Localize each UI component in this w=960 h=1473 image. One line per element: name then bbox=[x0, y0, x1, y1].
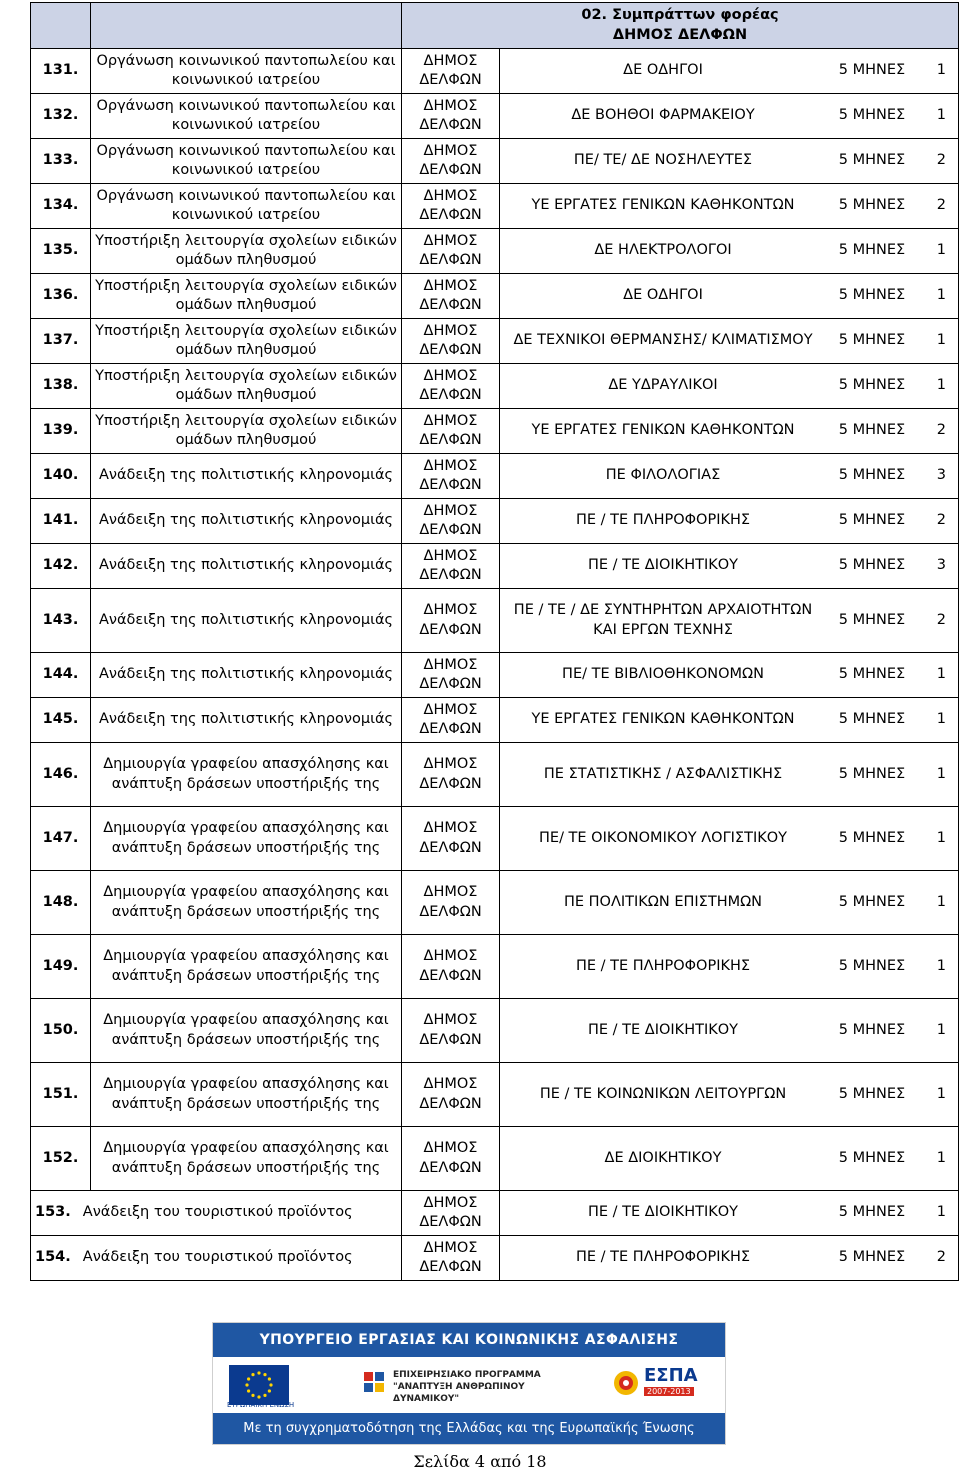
table-row bbox=[31, 274, 959, 319]
organization: ΔΗΜΟΣ ΔΕΛΦΩΝ bbox=[402, 1236, 500, 1281]
action-description: Δημιουργία γραφείου απασχόλησης και ανάπτυξη δράσεων υποστήριξής της bbox=[91, 1063, 402, 1127]
duration: 5 ΜΗΝΕΣ bbox=[838, 1249, 906, 1266]
positions-count: 2 bbox=[936, 152, 947, 169]
eu-caption: ΕΥΡΩΠΑΪΚΗ ΕΝΩΣΗ bbox=[227, 1401, 295, 1409]
positions-count: 1 bbox=[936, 1021, 947, 1038]
program-line2: "ΑΝΑΠΤΥΞΗ ΑΝΘΡΩΠΙΝΟΥ ΔΥΝΑΜΙΚΟΥ" bbox=[393, 1382, 525, 1404]
table-row bbox=[31, 743, 959, 807]
row-number: 131. bbox=[31, 49, 91, 94]
table-row bbox=[31, 935, 959, 999]
action-description: Ανάδειξη της πολιτιστικής κληρονομιάς bbox=[91, 698, 402, 743]
action-description: Οργάνωση κοινωνικού παντοπωλείου και κοινωνικού ιατρείου bbox=[91, 184, 402, 229]
specialty: ΥΕ ΕΡΓΑΤΕΣ ΓΕΝΙΚΩΝ ΚΑΘΗΚΟΝΤΩΝ bbox=[531, 422, 795, 439]
specialty: ΔΕ ΟΔΗΓΟΙ bbox=[623, 287, 703, 304]
action-description: Υποστήριξη λειτουργία σχολείων ειδικών ομάδων πληθυσμού bbox=[91, 319, 402, 364]
duration: 5 ΜΗΝΕΣ bbox=[838, 557, 906, 574]
action-description: Ανάδειξη της πολιτιστικής κληρονομιάς bbox=[91, 454, 402, 499]
eu-star-icon bbox=[247, 1377, 250, 1380]
specialty-cell bbox=[500, 1063, 959, 1127]
table-row bbox=[31, 698, 959, 743]
row-number: 151. bbox=[31, 1063, 91, 1127]
table-row bbox=[31, 999, 959, 1063]
eu-star-icon bbox=[268, 1377, 271, 1380]
organization: ΔΗΜΟΣ ΔΕΛΦΩΝ bbox=[402, 698, 500, 743]
organization: ΔΗΜΟΣ ΔΕΛΦΩΝ bbox=[402, 1063, 500, 1127]
duration: 5 ΜΗΝΕΣ bbox=[838, 893, 906, 910]
row-number: 142. bbox=[31, 544, 91, 589]
action-description: Οργάνωση κοινωνικού παντοπωλείου και κοινωνικού ιατρείου bbox=[91, 49, 402, 94]
specialty: ΔΕ ΗΛΕΚΤΡΟΛΟΓΟΙ bbox=[594, 242, 732, 259]
duration: 5 ΜΗΝΕΣ bbox=[838, 512, 906, 529]
specialty: ΔΕ ΥΔΡΑΥΛΙΚΟΙ bbox=[608, 377, 718, 394]
row-number: 135. bbox=[31, 229, 91, 274]
eu-star-icon bbox=[257, 1395, 260, 1398]
action-description: Υποστήριξη λειτουργία σχολείων ειδικών ομάδων πληθυσμού bbox=[91, 364, 402, 409]
table-row bbox=[31, 499, 959, 544]
action-description: Υποστήριξη λειτουργία σχολείων ειδικών ομάδων πληθυσμού bbox=[91, 409, 402, 454]
eu-star-icon bbox=[268, 1389, 271, 1392]
specialty: ΠΕ/ ΤΕ/ ΔΕ ΝΟΣΗΛΕΥΤΕΣ bbox=[573, 152, 753, 169]
row-number: 147. bbox=[31, 807, 91, 871]
eu-star-icon bbox=[247, 1389, 250, 1392]
specialty: ΠΕ / ΤΕ ΔΙΟΙΚΗΤΙΚΟΥ bbox=[588, 557, 739, 574]
organization: ΔΗΜΟΣ ΔΕΛΦΩΝ bbox=[402, 229, 500, 274]
action-description: Υποστήριξη λειτουργία σχολείων ειδικών ομάδων πληθυσμού bbox=[91, 229, 402, 274]
action-description: Δημιουργία γραφείου απασχόλησης και ανάπτυξη δράσεων υποστήριξής της bbox=[91, 935, 402, 999]
specialty: ΔΕ ΟΔΗΓΟΙ bbox=[623, 62, 703, 79]
action-description: Οργάνωση κοινωνικού παντοπωλείου και κοινωνικού ιατρείου bbox=[91, 139, 402, 184]
table-row bbox=[31, 229, 959, 274]
row-number: 152. bbox=[31, 1127, 91, 1191]
organization: ΔΗΜΟΣ ΔΕΛΦΩΝ bbox=[402, 743, 500, 807]
organization: ΔΗΜΟΣ ΔΕΛΦΩΝ bbox=[402, 319, 500, 364]
specialty: ΠΕ / ΤΕ / ΔΕ ΣΥΝΤΗΡΗΤΩΝ ΑΡΧΑΙΟΤΗΤΩΝ ΚΑΙ ΕΡΓΩΝ ΤΕΧΝΗΣ bbox=[513, 602, 813, 638]
specialty-cell bbox=[500, 698, 959, 743]
specialty-cell bbox=[500, 544, 959, 589]
partner-header-line1: 02. Συμπράττων φορέας bbox=[581, 7, 779, 23]
specialty: ΠΕ/ ΤΕ ΟΙΚΟΝΟΜΙΚΟΥ ΛΟΓΙΣΤΙΚΟΥ bbox=[539, 829, 787, 846]
organization: ΔΗΜΟΣ ΔΕΛΦΩΝ bbox=[402, 184, 500, 229]
positions-count: 2 bbox=[936, 611, 947, 628]
specialty: ΠΕ / ΤΕ ΔΙΟΙΚΗΤΙΚΟΥ bbox=[588, 1021, 739, 1038]
specialty: ΥΕ ΕΡΓΑΤΕΣ ΓΕΝΙΚΩΝ ΚΑΘΗΚΟΝΤΩΝ bbox=[531, 711, 795, 728]
organization: ΔΗΜΟΣ ΔΕΛΦΩΝ bbox=[402, 364, 500, 409]
specialty-cell bbox=[500, 499, 959, 544]
table-row bbox=[31, 409, 959, 454]
duration: 5 ΜΗΝΕΣ bbox=[838, 957, 906, 974]
positions-count: 1 bbox=[936, 1204, 947, 1221]
action-description: Ανάδειξη της πολιτιστικής κληρονομιάς bbox=[91, 499, 402, 544]
specialty-cell bbox=[500, 94, 959, 139]
organization: ΔΗΜΟΣ ΔΕΛΦΩΝ bbox=[402, 589, 500, 653]
positions-count: 2 bbox=[936, 512, 947, 529]
specialty-cell bbox=[500, 229, 959, 274]
specialty-cell bbox=[500, 139, 959, 184]
action-description: Υποστήριξη λειτουργία σχολείων ειδικών ομάδων πληθυσμού bbox=[91, 274, 402, 319]
table-row bbox=[31, 1191, 959, 1236]
eu-star-icon bbox=[263, 1373, 266, 1376]
action-description: Ανάδειξη της πολιτιστικής κληρονομιάς bbox=[91, 653, 402, 698]
organization: ΔΗΜΟΣ ΔΕΛΦΩΝ bbox=[402, 807, 500, 871]
duration: 5 ΜΗΝΕΣ bbox=[838, 765, 906, 782]
row-number: 148. bbox=[31, 871, 91, 935]
organization: ΔΗΜΟΣ ΔΕΛΦΩΝ bbox=[402, 935, 500, 999]
table-row bbox=[31, 1236, 959, 1281]
specialty-cell bbox=[500, 589, 959, 653]
specialty-cell bbox=[500, 184, 959, 229]
specialty-cell bbox=[500, 743, 959, 807]
logos-strip bbox=[213, 1357, 725, 1413]
positions-count: 2 bbox=[936, 1249, 947, 1266]
row-number: 141. bbox=[31, 499, 91, 544]
table-row bbox=[31, 319, 959, 364]
specialty-cell bbox=[500, 409, 959, 454]
organization: ΔΗΜΟΣ ΔΕΛΦΩΝ bbox=[402, 871, 500, 935]
eu-star-icon bbox=[269, 1383, 272, 1386]
table-row bbox=[31, 454, 959, 499]
espa-logo bbox=[608, 1363, 708, 1407]
table-row bbox=[31, 184, 959, 229]
table-row bbox=[31, 139, 959, 184]
specialty-cell bbox=[500, 1236, 959, 1281]
eu-flag-icon bbox=[229, 1365, 289, 1405]
duration: 5 ΜΗΝΕΣ bbox=[838, 666, 906, 683]
positions-count: 2 bbox=[936, 422, 947, 439]
eu-star-icon bbox=[257, 1371, 260, 1374]
specialty: ΠΕ ΣΤΑΤΙΣΤΙΚΗΣ / ΑΣΦΑΛΙΣΤΙΚΗΣ bbox=[543, 765, 783, 782]
action-description: Δημιουργία γραφείου απασχόλησης και ανάπτυξη δράσεων υποστήριξής της bbox=[91, 807, 402, 871]
row-number: 145. bbox=[31, 698, 91, 743]
positions-count: 1 bbox=[936, 957, 947, 974]
specialty: ΠΕ / ΤΕ ΠΛΗΡΟΦΟΡΙΚΗΣ bbox=[575, 957, 751, 974]
table-row bbox=[31, 1063, 959, 1127]
row-number: 140. bbox=[31, 454, 91, 499]
specialty: ΔΕ ΔΙΟΙΚΗΤΙΚΟΥ bbox=[604, 1149, 722, 1166]
partner-header bbox=[402, 3, 959, 49]
partner-header-line2: ΔΗΜΟΣ ΔΕΛΦΩΝ bbox=[612, 26, 748, 43]
action-description: Ανάδειξη του τουριστικού προϊόντος bbox=[82, 1204, 353, 1221]
ministry-title: ΥΠΟΥΡΓΕΙΟ ΕΡΓΑΣΙΑΣ ΚΑΙ ΚΟΙΝΩΝΙΚΗΣ ΑΣΦΑΛΙΣΗΣ bbox=[213, 1323, 725, 1357]
table-row bbox=[31, 653, 959, 698]
duration: 5 ΜΗΝΕΣ bbox=[838, 1085, 906, 1102]
specialty-cell bbox=[500, 999, 959, 1063]
eu-star-icon bbox=[263, 1394, 266, 1397]
cofinancing-banner bbox=[212, 1322, 726, 1445]
positions-table bbox=[30, 2, 959, 1281]
action-description: Οργάνωση κοινωνικού παντοπωλείου και κοινωνικού ιατρείου bbox=[91, 94, 402, 139]
table-row bbox=[31, 1127, 959, 1191]
row-number: 150. bbox=[31, 999, 91, 1063]
eu-star-icon bbox=[251, 1373, 254, 1376]
duration: 5 ΜΗΝΕΣ bbox=[838, 611, 906, 628]
organization: ΔΗΜΟΣ ΔΕΛΦΩΝ bbox=[402, 499, 500, 544]
table-row bbox=[31, 49, 959, 94]
duration: 5 ΜΗΝΕΣ bbox=[838, 829, 906, 846]
row-number: 136. bbox=[31, 274, 91, 319]
cofinancing-text: Με τη συγχρηματοδότηση της Ελλάδας και της Ευρωπαϊκής Ένωσης bbox=[213, 1413, 725, 1444]
positions-count: 3 bbox=[936, 467, 947, 484]
positions-count: 1 bbox=[936, 829, 947, 846]
row-number: 154. bbox=[35, 1249, 71, 1266]
specialty: ΠΕ / ΤΕ ΠΛΗΡΟΦΟΡΙΚΗΣ bbox=[575, 1249, 751, 1266]
positions-count: 3 bbox=[936, 557, 947, 574]
specialty-cell bbox=[500, 807, 959, 871]
row-number: 134. bbox=[31, 184, 91, 229]
positions-count: 1 bbox=[936, 711, 947, 728]
row-number: 144. bbox=[31, 653, 91, 698]
duration: 5 ΜΗΝΕΣ bbox=[838, 377, 906, 394]
action-description-wide bbox=[31, 1191, 402, 1236]
organization: ΔΗΜΟΣ ΔΕΛΦΩΝ bbox=[402, 274, 500, 319]
duration: 5 ΜΗΝΕΣ bbox=[838, 62, 906, 79]
duration: 5 ΜΗΝΕΣ bbox=[838, 422, 906, 439]
specialty: ΠΕ ΦΙΛΟΛΟΓΙΑΣ bbox=[605, 467, 721, 484]
table-row bbox=[31, 871, 959, 935]
duration: 5 ΜΗΝΕΣ bbox=[838, 1204, 906, 1221]
row-number: 138. bbox=[31, 364, 91, 409]
organization: ΔΗΜΟΣ ΔΕΛΦΩΝ bbox=[402, 409, 500, 454]
specialty: ΠΕ / ΤΕ ΚΟΙΝΩΝΙΚΩΝ ΛΕΙΤΟΥΡΓΩΝ bbox=[539, 1085, 787, 1102]
positions-count: 1 bbox=[936, 1085, 947, 1102]
organization: ΔΗΜΟΣ ΔΕΛΦΩΝ bbox=[402, 139, 500, 184]
duration: 5 ΜΗΝΕΣ bbox=[838, 1021, 906, 1038]
specialty-cell bbox=[500, 1127, 959, 1191]
action-description: Δημιουργία γραφείου απασχόλησης και ανάπτυξη δράσεων υποστήριξής της bbox=[91, 999, 402, 1063]
positions-count: 1 bbox=[936, 287, 947, 304]
table-row bbox=[31, 94, 959, 139]
espa-title: ΕΣΠΑ bbox=[644, 1365, 698, 1386]
action-description: Ανάδειξη της πολιτιστικής κληρονομιάς bbox=[91, 589, 402, 653]
positions-count: 1 bbox=[936, 666, 947, 683]
espa-mark-icon bbox=[612, 1369, 640, 1397]
specialty-cell bbox=[500, 319, 959, 364]
duration: 5 ΜΗΝΕΣ bbox=[838, 242, 906, 259]
specialty: ΠΕ ΠΟΛΙΤΙΚΩΝ ΕΠΙΣΤΗΜΩΝ bbox=[563, 893, 763, 910]
duration: 5 ΜΗΝΕΣ bbox=[838, 197, 906, 214]
action-description: Δημιουργία γραφείου απασχόλησης και ανάπτυξη δράσεων υποστήριξής της bbox=[91, 871, 402, 935]
duration: 5 ΜΗΝΕΣ bbox=[838, 711, 906, 728]
specialty-cell bbox=[500, 274, 959, 319]
specialty-cell bbox=[500, 935, 959, 999]
positions-count: 1 bbox=[936, 893, 947, 910]
row-number: 137. bbox=[31, 319, 91, 364]
program-line1: ΕΠΙΧΕΙΡΗΣΙΑΚΟ ΠΡΟΓΡΑΜΜΑ bbox=[393, 1370, 541, 1380]
specialty-cell bbox=[500, 49, 959, 94]
organization: ΔΗΜΟΣ ΔΕΛΦΩΝ bbox=[402, 454, 500, 499]
eu-star-icon bbox=[251, 1394, 254, 1397]
specialty-cell bbox=[500, 1191, 959, 1236]
positions-count: 1 bbox=[936, 332, 947, 349]
table-row bbox=[31, 589, 959, 653]
specialty-cell bbox=[500, 653, 959, 698]
organization: ΔΗΜΟΣ ΔΕΛΦΩΝ bbox=[402, 544, 500, 589]
positions-count: 2 bbox=[936, 197, 947, 214]
organization: ΔΗΜΟΣ ΔΕΛΦΩΝ bbox=[402, 94, 500, 139]
row-number: 139. bbox=[31, 409, 91, 454]
action-description: Δημιουργία γραφείου απασχόλησης και ανάπτυξη δράσεων υποστήριξής της bbox=[91, 1127, 402, 1191]
action-description: Ανάδειξη της πολιτιστικής κληρονομιάς bbox=[91, 544, 402, 589]
organization: ΔΗΜΟΣ ΔΕΛΦΩΝ bbox=[402, 999, 500, 1063]
positions-count: 1 bbox=[936, 377, 947, 394]
specialty: ΠΕ / ΤΕ ΠΛΗΡΟΦΟΡΙΚΗΣ bbox=[575, 512, 751, 529]
row-number: 146. bbox=[31, 743, 91, 807]
duration: 5 ΜΗΝΕΣ bbox=[838, 107, 906, 124]
duration: 5 ΜΗΝΕΣ bbox=[838, 1149, 906, 1166]
table-header-row bbox=[31, 3, 959, 49]
program-logo-icon bbox=[363, 1371, 385, 1393]
duration: 5 ΜΗΝΕΣ bbox=[838, 152, 906, 169]
table-row bbox=[31, 544, 959, 589]
positions-count: 1 bbox=[936, 1149, 947, 1166]
specialty: ΔΕ ΒΟΗΘΟΙ ΦΑΡΜΑΚΕΙΟΥ bbox=[571, 107, 755, 124]
eu-star-icon bbox=[245, 1383, 248, 1386]
espa-years: 2007-2013 bbox=[644, 1387, 694, 1396]
organization: ΔΗΜΟΣ ΔΕΛΦΩΝ bbox=[402, 653, 500, 698]
duration: 5 ΜΗΝΕΣ bbox=[838, 332, 906, 349]
duration: 5 ΜΗΝΕΣ bbox=[838, 287, 906, 304]
specialty: ΠΕ / ΤΕ ΔΙΟΙΚΗΤΙΚΟΥ bbox=[588, 1204, 739, 1221]
row-number: 143. bbox=[31, 589, 91, 653]
specialty-cell bbox=[500, 364, 959, 409]
organization: ΔΗΜΟΣ ΔΕΛΦΩΝ bbox=[402, 1127, 500, 1191]
organization: ΔΗΜΟΣ ΔΕΛΦΩΝ bbox=[402, 49, 500, 94]
positions-count: 1 bbox=[936, 62, 947, 79]
duration: 5 ΜΗΝΕΣ bbox=[838, 467, 906, 484]
organization: ΔΗΜΟΣ ΔΕΛΦΩΝ bbox=[402, 1191, 500, 1236]
row-number: 132. bbox=[31, 94, 91, 139]
action-description: Δημιουργία γραφείου απασχόλησης και ανάπτυξη δράσεων υποστήριξής της bbox=[91, 743, 402, 807]
page-number: Σελίδα 4 από 18 bbox=[413, 1452, 547, 1471]
specialty-cell bbox=[500, 871, 959, 935]
specialty: ΠΕ/ ΤΕ ΒΙΒΛΙΟΘΗΚΟΝΟΜΩΝ bbox=[562, 666, 764, 683]
specialty: ΔΕ ΤΕΧΝΙΚΟΙ ΘΕΡΜΑΝΣΗΣ/ ΚΛΙΜΑΤΙΣΜΟΥ bbox=[513, 332, 813, 349]
specialty: ΥΕ ΕΡΓΑΤΕΣ ΓΕΝΙΚΩΝ ΚΑΘΗΚΟΝΤΩΝ bbox=[531, 197, 795, 214]
program-name bbox=[393, 1369, 583, 1405]
action-description: Ανάδειξη του τουριστικού προϊόντος bbox=[82, 1249, 353, 1266]
row-number: 153. bbox=[35, 1204, 71, 1221]
positions-count: 1 bbox=[936, 765, 947, 782]
row-number: 133. bbox=[31, 139, 91, 184]
action-description-wide bbox=[31, 1236, 402, 1281]
table-row bbox=[31, 807, 959, 871]
specialty-cell bbox=[500, 454, 959, 499]
row-number: 149. bbox=[31, 935, 91, 999]
table-row bbox=[31, 364, 959, 409]
positions-count: 1 bbox=[936, 107, 947, 124]
positions-count: 1 bbox=[936, 242, 947, 259]
